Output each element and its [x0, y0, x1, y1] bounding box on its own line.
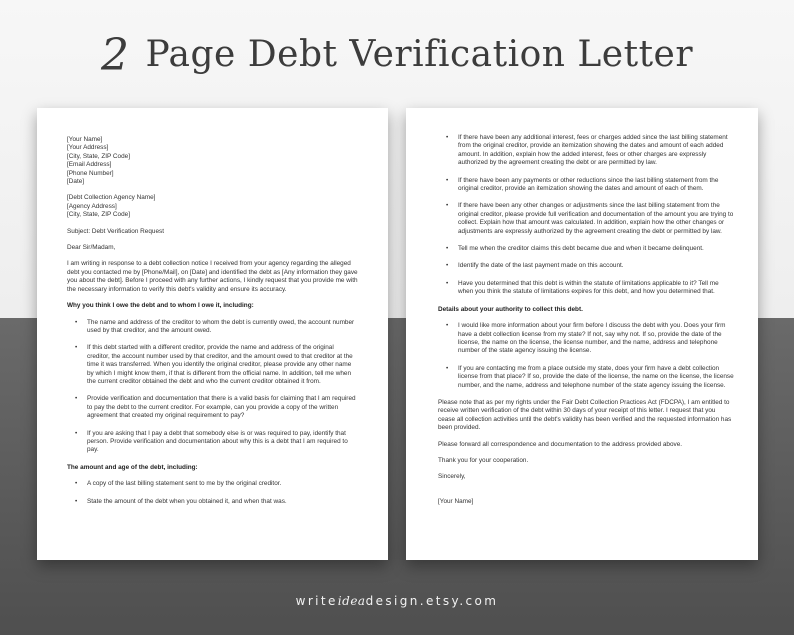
title-number: 2	[100, 30, 130, 81]
address-line: [Date]	[67, 178, 85, 186]
address-line: [City, State, ZIP Code]	[67, 152, 130, 160]
intro-paragraph: I am writing in response to a debt collection notice I received from your agency regarding the alleged debt you contacted me by [Phone/Mail], on [Date] and identified the debt as [Any information they gave you about the debt]. Before I proceed with any further actions, I kindly request that you provide me with the necessary information to verify this debt's validity and ensure its accuracy.	[67, 260, 358, 293]
address-line: [Email Address]	[67, 161, 112, 169]
list-item: • State the amount of the debt when you obtained it, and when that was.	[67, 498, 358, 506]
bullet-list	[438, 134, 734, 297]
address-line: [Your Address]	[67, 144, 109, 152]
bullet-list	[67, 480, 358, 506]
list-item: • If there have been any additional interest, fees or charges added since the last billing statement from the original creditor, provide an itemization showing the dates and amount of each added amount. In addition, explain how the added interest, fees or other charges are expressly authorized by the agreement creating the debt or are permitted by law.	[438, 134, 734, 168]
address-line: [Your Name]	[67, 136, 103, 143]
url-suffix: design.etsy.com	[365, 594, 499, 608]
letter-page-2	[406, 108, 758, 560]
address-line: [Phone Number]	[67, 169, 114, 177]
list-item: • If you are contacting me from a place outside my state, does your firm have a debt collection license from that place? If so, provide the date of the license, the name on the license, the license number, and the name, address and telephone number of the state agency issuing the license.	[438, 365, 734, 390]
fdcpa-note: Please note that as per my rights under the Fair Debt Collection Practices Act (FDCPA), I am entitled to receive written verification of the debt within 30 days of your receipt of this letter. I request that you cease all collection activities until the debt's validity has been verified and the requested information has been provided.	[438, 398, 732, 432]
list-item: • Tell me when the creditor claims this debt became due and when it became delinquent.	[438, 245, 734, 253]
section-heading: Details about your authority to collect this debt.	[438, 305, 583, 313]
recipient-address	[67, 194, 358, 219]
list-item: • The name and address of the creditor to whom the debt is currently owed, the account number used by that creditor, and the amount owed.	[67, 319, 358, 336]
list-item: • If there have been any payments or other reductions since the last billing statement from the original creditor, provide an itemization showing the dates and amount of each of them.	[438, 177, 734, 194]
thanks-paragraph: Thank you for your cooperation.	[438, 456, 529, 464]
sender-address	[67, 136, 358, 186]
list-item: • If there have been any other changes or adjustments since the last billing statement from the original creditor, please provide full verification and documentation of the amount you are trying to collect. Explain how that amount was calculated. In addition, explain how the other changes or adjustments are expressly authorized by the agreement creating the debt or permitted by law.	[438, 202, 734, 236]
page-title	[0, 30, 794, 81]
closing: Sincerely,	[438, 473, 466, 481]
address-line: [City, State, ZIP Code]	[67, 211, 130, 219]
address-line: [Debt Collection Agency Name]	[67, 194, 156, 202]
title-text: Page Debt Verification Letter	[145, 34, 694, 75]
bullet-list	[67, 319, 358, 455]
url-script: idea	[337, 594, 366, 608]
list-item: • If this debt started with a different creditor, provide the name and address of the original creditor, the account number used by that creditor, and the amount owed to that creditor at the time it was transferred. When you identify the original creditor, please provide any other name by which I might know them, if that is different from the official name. In addition, tell me when the current creditor obtained the debt and who the current creditor obtained it from.	[67, 344, 358, 386]
subject-line: Subject: Debt Verification Request	[67, 227, 164, 235]
list-item: • I would like more information about your firm before I discuss the debt with you. Does your firm have a debt collection license from my state? If not, say why not. If so, provide the date of the license, the name on the license, the license number, and the name, address and telephone number of the state agency issuing the license.	[438, 322, 734, 356]
list-item: • Identify the date of the last payment made on this account.	[438, 262, 734, 270]
salutation: Dear Sir/Madam,	[67, 244, 116, 252]
section-heading: Why you think I owe the debt and to whom I owe it, including:	[67, 302, 254, 310]
section-heading: The amount and age of the debt, including:	[67, 463, 198, 471]
forward-paragraph: Please forward all correspondence and documentation to the address provided above.	[438, 440, 683, 448]
list-item: • A copy of the last billing statement sent to me by the original creditor.	[67, 480, 358, 488]
list-item: • If you are asking that I pay a debt that somebody else is or was required to pay, identify that person. Provide verification and documentation about why this is a debt that I am required to pay.	[67, 430, 358, 455]
letter-page-1	[37, 108, 388, 560]
list-item: • Have you determined that this debt is within the statute of limitations applicable to it? Tell me when you think the statute of limitations expires for this debt, and how you determined that.	[438, 280, 734, 297]
url-prefix: write	[295, 594, 338, 608]
address-line: [Agency Address]	[67, 202, 117, 210]
bullet-list	[438, 322, 734, 390]
signature-name: [Your Name]	[438, 497, 474, 505]
list-item: • Provide verification and documentation that there is a valid basis for claiming that I am required to pay the debt to the current creditor. For example, can you provide a copy of the written agreement that created my original requirement to pay?	[67, 395, 358, 420]
shop-url	[0, 594, 794, 608]
